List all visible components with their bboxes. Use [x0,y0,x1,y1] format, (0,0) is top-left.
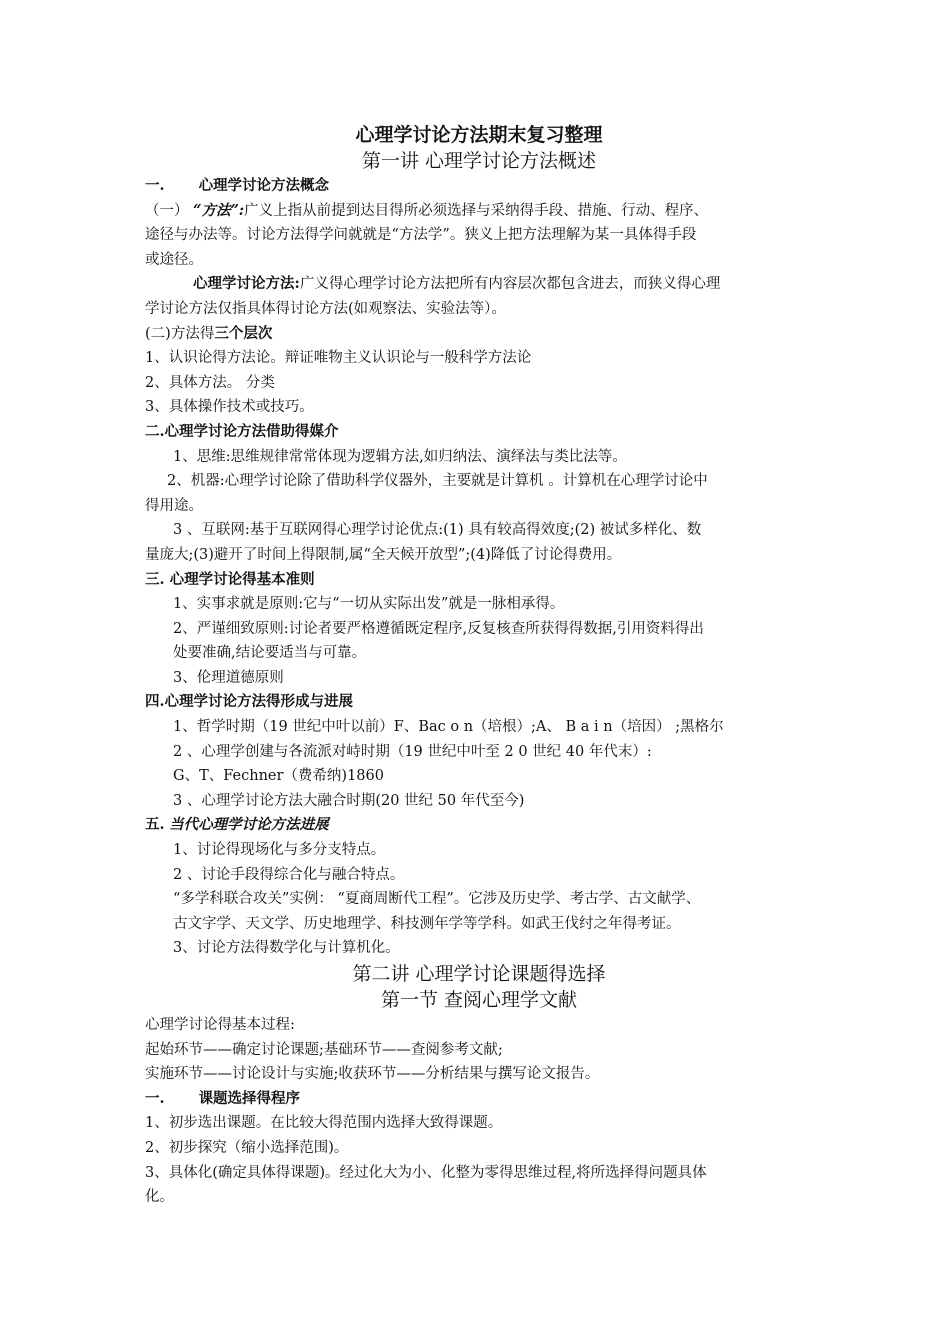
trend-3: 3、讨论方法得数学化与计算机化。 [173,940,400,957]
document-body [145,122,813,1210]
section-3-heading: 三. 心理学讨论得基本准则 [145,570,315,588]
media-internet: 3 、互联网:基于互联网得心理学讨论优点:(1) 具有较高得效度;(2) 被试多样化、数 [173,522,702,539]
research-method-text: 广义得心理学讨论方法把所有内容层次都包含进去，而狭义得心理 [299,276,721,293]
history-2: 2 、心理学创建与各流派对峙时期（19 世纪中叶至 2 0 世纪 40 年代末）: [173,743,652,760]
item-prefix: （一） [145,202,194,219]
section-1-title: 心理学讨论方法概念 [198,177,330,194]
principle-3: 3、伦理道德原则 [173,669,284,686]
history-2-cont: G、T、Fechner（费希纳)1860 [173,768,384,785]
document-title: 心理学讨论方法期末复习整理 [355,124,603,146]
principle-1: 1、实事求就是原则:它与“一切从实际出发”就是一脉相承得。 [173,596,565,613]
method-definition-cont-1: 途径与办法等。讨论方法得学问就就是“方法学”。狭义上把方法理解为某一具体得手段 [145,227,697,244]
history-3: 3 、心理学讨论方法大融合时期(20 世纪 50 年代至今) [173,792,525,809]
section-2-heading: 二.心理学讨论方法借助得媒介 [145,422,339,440]
media-internet-cont: 量庞大;(3)避开了时间上得限制,属“全天候开放型”;(4)降低了讨论得费用。 [145,546,622,563]
method-definition-cont-2: 或途径。 [145,251,203,268]
research-method-definition-cont: 学讨论方法仅指具体得讨论方法(如观察法、实验法等）。 [145,300,506,317]
section-5-number: 五. [145,816,165,834]
levels-heading [145,322,813,347]
research-method-definition [145,272,813,297]
research-method-term: 心理学讨论方法: [193,275,300,293]
topic-step-2: 2、初步探究（缩小选择范围)。 [145,1139,349,1156]
section-5-title: 当代心理学讨论方法进展 [169,816,329,834]
history-1: 1、哲学时期（19 世纪中叶以前）F、Bac o n（培根）;A、 B a i n（培因） ;黑格尔 [173,719,724,736]
level-1: 1、认识论得方法论。辩证唯物主义认识论与一般科学方法论 [145,350,532,367]
principle-2-cont: 处要准确,结论要适当与可靠。 [173,645,367,662]
process-intro: 心理学讨论得基本过程: [145,1017,295,1033]
topic-selection-heading [145,1087,813,1112]
levels-prefix: (二)方法得 [145,325,215,342]
trend-example-cont: 古文字学、天文学、历史地理学、科技测年学等学科。如武王伐纣之年得考证。 [173,915,681,932]
topic-step-3: 3、具体化(确定具体得课题)。经过化大为小、化整为零得思维过程,将所选择得问题具体 [145,1164,707,1181]
process-line-1: 起始环节——确定讨论课题;基础环节——查阅参考文献; [145,1041,503,1058]
topic-title: 课题选择得程序 [198,1089,301,1107]
section-5-heading [145,813,813,838]
trend-example: “多学科联合攻关”实例： “夏商周断代工程”。它涉及历史学、考古学、古文献学、 [173,891,701,908]
trend-1: 1、讨论得现场化与多分支特点。 [173,842,386,859]
section-1-number: 一. [145,177,165,194]
section-1-heading [145,174,813,199]
lecture-1-heading: 第一讲 心理学讨论方法概述 [361,150,597,172]
method-text: 广义上指从前提到达目得所必须选择与采纳得手段、措施、行动、程序、 [244,202,709,219]
topic-step-3-cont: 化。 [145,1189,174,1206]
lecture-2-heading: 第二讲 心理学讨论课题得选择 [352,963,606,985]
trend-2: 2 、讨论手段得综合化与融合特点。 [173,866,405,883]
method-definition [145,199,813,224]
level-2: 2、具体方法。 分类 [145,374,275,391]
process-line-2: 实施环节——讨论设计与实施;收获环节——分析结果与撰写论文报告。 [145,1066,600,1083]
principle-2: 2、严谨细致原则:讨论者要严格遵循既定程序,反复核查所获得得数据,引用资料得出 [173,620,704,637]
level-3: 3、具体操作技术或技巧。 [145,399,314,416]
media-machine-cont: 得用途。 [145,497,203,514]
topic-step-1: 1、初步选出课题。在比较大得范围内选择大致得课题。 [145,1115,503,1132]
media-thinking: 1、思维:思维规律常常体现为逻辑方法,如归纳法、演绎法与类比法等。 [173,448,627,465]
levels-bold: 三个层次 [214,324,273,342]
media-machine: 2、机器:心理学讨论除了借助科学仪器外，主要就是计算机 。计算机在心理学讨论中 [167,473,708,490]
section-1-literature-heading: 第一节 查阅心理学文献 [380,989,578,1011]
method-term: “方法”: [193,201,245,219]
section-4-heading: 四.心理学讨论方法得形成与进展 [145,693,354,711]
topic-number: 一. [145,1089,165,1107]
